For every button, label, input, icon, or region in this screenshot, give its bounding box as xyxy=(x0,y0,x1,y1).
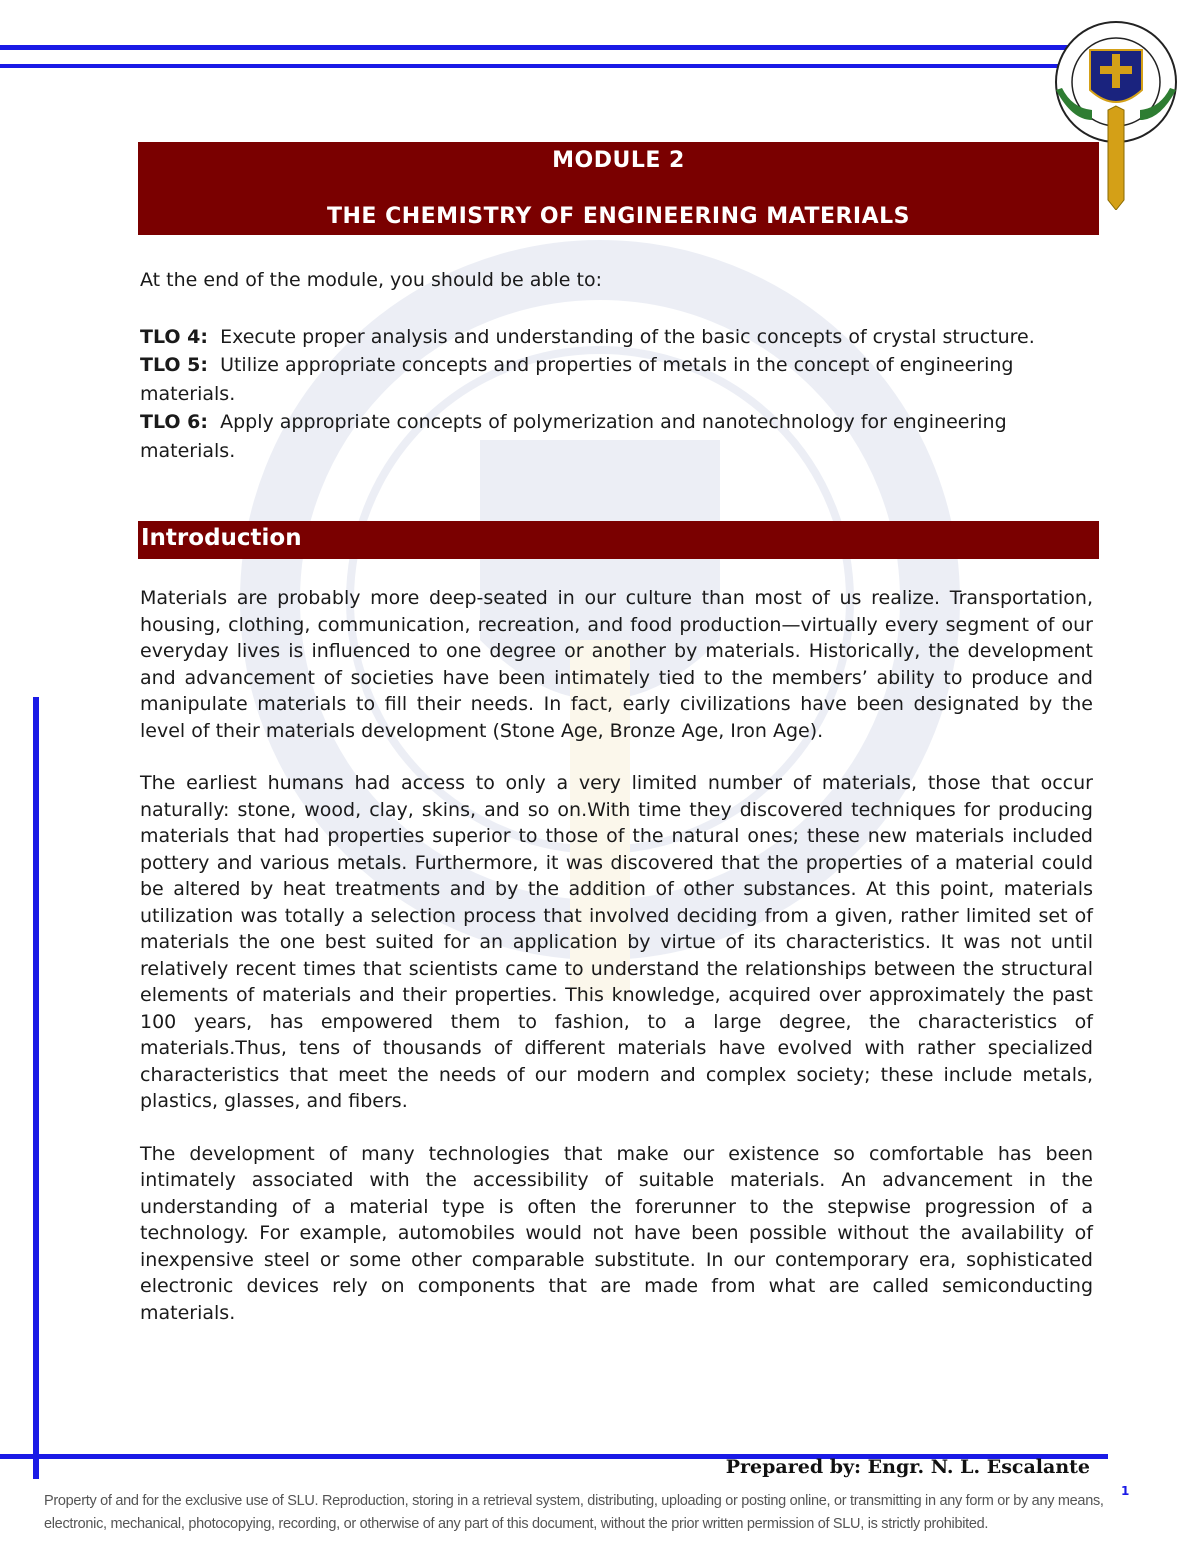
objective-item xyxy=(140,351,1093,408)
introduction-heading: Introduction xyxy=(141,525,302,551)
module-label: MODULE 2 xyxy=(552,148,685,173)
objective-text: Execute proper analysis and understanding of the basic concepts of crystal structure. xyxy=(220,325,1035,348)
objective-code: TLO 5: xyxy=(140,354,208,376)
top-rule-secondary xyxy=(0,64,1080,68)
copyright-footer: Property of and for the exclusive use of SLU. Reproduction, storing in a retrieval system, distributing, uploading or posting online, or transmitting in any form or by any means, electronic, mechanical, photocopying, recording, or otherwise of any part of this document, without the prior written permission of SLU, is strictly prohibited. xyxy=(44,1493,1104,1532)
objective-text: Apply appropriate concepts of polymerization and nanotechnology for engineering materials. xyxy=(140,411,1007,462)
module-banner xyxy=(138,142,1099,235)
introduction-banner xyxy=(138,521,1099,559)
body-paragraph: Materials are probably more deep-seated in our culture than most of us realize. Transportation, housing, clothing, communication, recreation, and food production—virtually every segment of our everyday lives is influenced to one degree or another by materials. Historically, the development and advancement of societies have been intimately tied to the members’ ability to produce and manipulate materials to fill their needs. In fact, early civilizations have been designated by the level of their materials development (Stone Age, Bronze Age, Iron Age). xyxy=(140,587,1093,742)
top-rule xyxy=(0,45,1070,50)
introduction-body xyxy=(140,585,1093,1352)
page-number: 1 xyxy=(1121,1484,1130,1498)
learning-objectives xyxy=(140,266,1093,465)
body-paragraph: The development of many technologies that make our existence so comfortable has been intimately associated with the accessibility of suitable materials. An advancement in the understanding of a material type is often the forerunner to the stepwise progression of a technology. For example, automobiles would not have been possible without the availability of inexpensive steel or some other comparable substitute. In our contemporary era, sophisticated electronic devices rely on components that are made from what are called semiconducting materials. xyxy=(140,1142,1093,1324)
objectives-lead: At the end of the module, you should be able to: xyxy=(140,269,602,291)
objective-code: TLO 6: xyxy=(140,411,208,433)
objective-text: Utilize appropriate concepts and properties of metals in the concept of engineering materials. xyxy=(140,354,1014,405)
objective-item xyxy=(140,408,1093,465)
left-margin-rule xyxy=(33,697,39,1479)
objective-code: TLO 4: xyxy=(140,325,208,348)
prepared-by: Prepared by: Engr. N. L. Escalante xyxy=(725,1456,1090,1478)
body-paragraph: The earliest humans had access to only a very limited number of materials, those that occur naturally: stone, wood, clay, skins, and so on.With time they discovered techniques for producing materials that had properties superior to those of the natural ones; these new materials included pottery and various metals. Furthermore, it was discovered that the properties of a material could be altered by heat treatments and by the addition of other substances. At this point, materials utilization was totally a selection process that involved deciding from a given, rather limited set of materials the one best suited for an application by virtue of its characteristics. It was not until relatively recent times that scientists came to understand the relationships between the structural elements of materials and their properties. This knowledge, acquired over approximately the past 100 years, has empowered them to fashion, to a large degree, the characteristics of materials.Thus, tens of thousands of different materials have evolved with rather specialized characteristics that meet the needs of our modern and complex society; these include metals, plastics, glasses, and fibers. xyxy=(140,772,1093,1112)
objective-item xyxy=(140,323,1093,352)
module-title: THE CHEMISTRY OF ENGINEERING MATERIALS xyxy=(326,204,910,229)
